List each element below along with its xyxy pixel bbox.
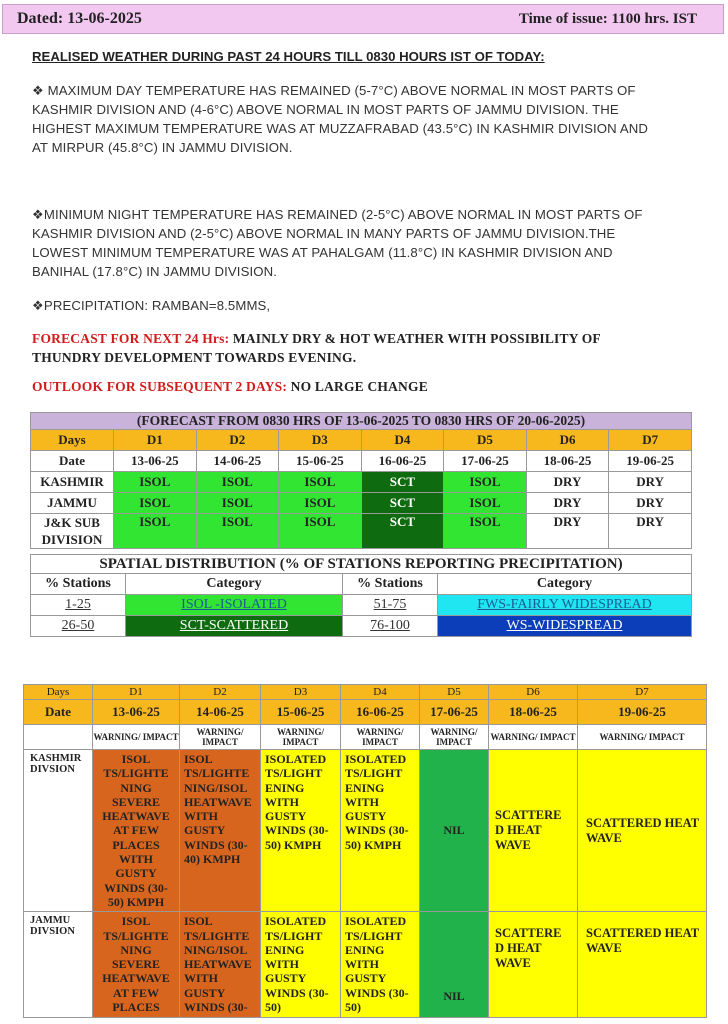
day-header: D6 [526,430,609,451]
warning-impact-header: WARNING/ IMPACT [578,725,707,750]
forecast-cell: DRY [526,493,609,514]
stations-range: 76-100 [343,616,438,637]
date-cell: 18-06-25 [526,451,609,472]
category-fairly-widespread: FWS-FAIRLY WIDESPREAD [438,595,692,616]
forecast-cell: SCT [361,493,444,514]
forecast-label: FORECAST FOR NEXT 24 Hrs: [32,331,230,346]
region-label: JAMMU [31,493,114,514]
warning-impact-header: WARNING/ IMPACT [261,725,341,750]
days-header: Days [31,430,114,451]
forecast-cell: ISOL [114,514,197,549]
warning-impact-header: WARNING/ IMPACT [489,725,578,750]
warning-cell: NIL [420,750,489,912]
date-cell: 15-06-25 [279,451,362,472]
date-cell: 18-06-25 [489,700,578,725]
date-cell: 13-06-25 [114,451,197,472]
warning-cell: ISOLATED TS/LIGHT ENING WITH GUSTY WINDS (30-50) KMPH [261,750,341,912]
date-cell: 15-06-25 [261,700,341,725]
header-bar [2,4,724,34]
stations-range: 51-75 [343,595,438,616]
warning-cell: SCATTERED HEAT WAVE [578,912,707,1018]
date-cell: 16-06-25 [341,700,420,725]
warning-cell: ISOL TS/LIGHTE NING/ISOL HEATWAVE WITH GUSTY WINDS (30-40) KMPH [180,750,261,912]
table-row [31,514,692,549]
date-cell: 19-06-25 [609,451,692,472]
category-scattered: SCT-SCATTERED [126,616,343,637]
forecast-table [30,412,692,549]
date-cell: 17-06-25 [444,451,527,472]
date-cell: 14-06-25 [180,700,261,725]
warning-cell: ISOLATED TS/LIGHT ENING WITH GUSTY WINDS (30-50) KMPH [341,750,420,912]
day-header: D5 [444,430,527,451]
forecast-cell: ISOL [196,514,279,549]
region-label: KASHMIR [31,472,114,493]
category-header: Category [438,574,692,595]
date-header: Date [24,700,93,725]
issue-time: Time of issue: 1100 hrs. IST [518,11,697,27]
days-header: Days [24,685,93,700]
day-header: D2 [196,430,279,451]
warning-cell: ISOL TS/LIGHTE NING SEVERE HEATWAVE AT FEW PLACES WITH GUSTY WINDS (30-50) KMPH [93,750,180,912]
category-isolated: ISOL -ISOLATED [126,595,343,616]
table-row [31,595,692,616]
date-header: Date [31,451,114,472]
warning-cell: SCATTERE D HEAT WAVE [489,750,578,912]
warning-cell: SCATTERE D HEAT WAVE [489,912,578,1018]
day-header: D7 [609,430,692,451]
outlook-line [32,377,660,396]
table-row [31,472,692,493]
region-label: JAMMU DIVSION [24,912,93,1018]
warning-cell: ISOLATED TS/LIGHT ENING WITH GUSTY WINDS (30-50) [261,912,341,1018]
day-header: D7 [578,685,707,700]
forecast-cell: SCT [361,472,444,493]
precipitation-line: ❖PRECIPITATION: RAMBAN=8.5MMS, [32,298,271,313]
forecast-cell: DRY [526,514,609,549]
day-header: D3 [261,685,341,700]
date-cell: 19-06-25 [578,700,707,725]
forecast-cell: ISOL [114,493,197,514]
forecast-cell: ISOL [279,493,362,514]
forecast-cell: DRY [609,472,692,493]
stations-header: % Stations [31,574,126,595]
stations-range: 26-50 [31,616,126,637]
date-cell: 17-06-25 [420,700,489,725]
day-header: D1 [93,685,180,700]
day-header: D6 [489,685,578,700]
forecast-cell: ISOL [114,472,197,493]
date-cell: 13-06-25 [93,700,180,725]
region-label: KASHMIR DIVSION [24,750,93,912]
forecast-cell: ISOL [279,472,362,493]
warning-cell: ISOL TS/LIGHTE NING SEVERE HEATWAVE AT FEW PLACES [93,912,180,1018]
table-row [24,912,707,1018]
spatial-distribution-caption: SPATIAL DISTRIBUTION (% OF STATIONS REPORTING PRECIPITATION) [31,555,692,574]
day-header: D4 [361,430,444,451]
forecast-cell: SCT [361,514,444,549]
forecast-cell: ISOL [279,514,362,549]
forecast-line [32,329,660,367]
table-row [31,493,692,514]
spatial-distribution-table [30,554,692,637]
forecast-cell: ISOL [444,493,527,514]
issue-date: Dated: 13-06-2025 [17,10,142,27]
day-header: D4 [341,685,420,700]
warning-impact-header: WARNING/ IMPACT [93,725,180,750]
table-row [31,616,692,637]
forecast-cell: DRY [526,472,609,493]
forecast-cell: ISOL [196,493,279,514]
stations-header: % Stations [343,574,438,595]
realised-heading: REALISED WEATHER DURING PAST 24 HOURS TILL 0830 HOURS IST OF TODAY: [32,49,545,64]
table-row [24,750,707,912]
warning-cell: ISOL TS/LIGHTE NING/ISOL HEATWAVE WITH GUSTY WINDS (30- [180,912,261,1018]
forecast-cell: ISOL [444,472,527,493]
empty-cell [24,725,93,750]
date-cell: 16-06-25 [361,451,444,472]
category-widespread: WS-WIDESPREAD [438,616,692,637]
region-label: J&K SUB DIVISION [31,514,114,549]
day-header: D5 [420,685,489,700]
day-header: D2 [180,685,261,700]
min-temp-paragraph: ❖MINIMUM NIGHT TEMPERATURE HAS REMAINED (2-5°C) ABOVE NORMAL IN MOST PARTS OF KASHMIR DIVISION AND (2-5°C) ABOVE NORMAL IN MANY PARTS OF JAMMU DIVISION.THE LOWEST MINIMUM TEMPERATURE WAS AT PAHALGAM (11.8°C) IN KASHMIR DIVISION AND BANIHAL (17.8°C) IN JAMMU DIVISION. [32,207,643,279]
forecast-cell: DRY [609,514,692,549]
warning-impact-header: WARNING/ IMPACT [420,725,489,750]
max-temp-paragraph: ❖ MAXIMUM DAY TEMPERATURE HAS REMAINED (5-7°C) ABOVE NORMAL IN MOST PARTS OF KASHMIR DIVISION AND (4-6°C) ABOVE NORMAL IN MOST PARTS OF JAMMU DIVISION. THE HIGHEST MAXIMUM TEMPERATURE WAS AT MUZZAFRABAD (43.5°C) IN KASHMIR DIVISION AND AT MIRPUR (45.8°C) IN JAMMU DIVISION. [32,83,648,155]
stations-range: 1-25 [31,595,126,616]
day-header: D3 [279,430,362,451]
forecast-text: MAINLY DRY & HOT WEATHER WITH POSSIBILITY OF THUNDRY DEVELOPMENT TOWARDS EVENING. [32,331,601,365]
warning-cell: SCATTERED HEAT WAVE [578,750,707,912]
category-header: Category [126,574,343,595]
forecast-cell: ISOL [444,514,527,549]
forecast-cell: DRY [609,493,692,514]
date-cell: 14-06-25 [196,451,279,472]
forecast-table-caption: (FORECAST FROM 0830 HRS OF 13-06-2025 TO 0830 HRS OF 20-06-2025) [31,413,692,430]
warning-impact-header: WARNING/ IMPACT [341,725,420,750]
warning-impact-header: WARNING/ IMPACT [180,725,261,750]
day-header: D1 [114,430,197,451]
forecast-cell: ISOL [196,472,279,493]
warning-table [23,684,707,1018]
outlook-text: NO LARGE CHANGE [287,379,428,394]
warning-cell: NIL [420,912,489,1018]
warning-cell: ISOLATED TS/LIGHT ENING WITH GUSTY WINDS (30-50) [341,912,420,1018]
outlook-label: OUTLOOK FOR SUBSEQUENT 2 DAYS: [32,379,288,394]
